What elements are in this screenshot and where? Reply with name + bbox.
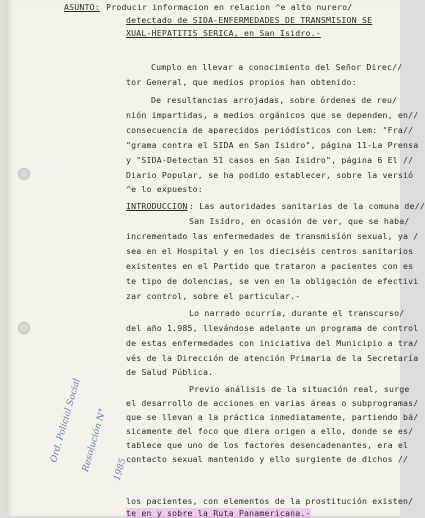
subject-line: XUAL-HEPATITIS SERICA, en San Isidro.-	[126, 28, 321, 38]
paragraph-line: Diario Popular, se ha podido establecer, sobre la versió	[126, 170, 414, 180]
intro-line: existentes en el Partido que trataron a pacientes con es	[126, 261, 414, 271]
paragraph-line: que se llevan a la práctica inmediatamente, partiendo bá/	[126, 412, 419, 422]
paragraph-line: Previo análisis de la situación real, surge	[189, 384, 410, 394]
paragraph-line: "grama contra el SIDA en San Isidro", página 11-La Prensa	[126, 140, 419, 150]
paragraph-line: De resultancias arrojadas, sobre órdenes de reu/	[151, 95, 398, 105]
subject-line: Producir informacion en relacion ^e alto nurero/	[101, 2, 353, 12]
paragraph-line: nión impartidas, a medios orgánicos que se dependen, en//	[126, 110, 419, 120]
paragraph-line: tor General, que medios propios han obtenido:	[126, 77, 357, 87]
paragraph-line: te en y sobre la Ruta Panamericana.-	[126, 508, 311, 518]
paragraph-line: y "SIDA-Detectan 51 casos en San Isidro", página 6 El //	[126, 155, 414, 165]
paragraph-line: consecuencia de aparecidos periódísticos con Lem: "Fra//	[126, 125, 414, 135]
margin-note-line: Ord. Policial Social	[49, 377, 83, 464]
intro-line: zar control, sobre el particular.-	[126, 291, 301, 301]
paragraph-line: tablece que uno de los factores desencadenantes, era el	[126, 440, 409, 450]
paragraph-line: contacto sexual mantenido y ello surgiente de dichos //	[126, 454, 409, 464]
paragraph-line: ^e lo expuesto:	[126, 184, 203, 194]
margin-note-line: Resolución N°	[80, 407, 109, 473]
intro-label: INTRODUCCION	[126, 201, 188, 211]
margin-note-line: 1985	[112, 457, 129, 483]
intro-line: te tipo de dolencias, se ven en la obligación de efectivi	[126, 276, 419, 286]
paragraph-line: vés de la Dirección de atención Primaria de la Secretaría	[126, 353, 419, 363]
intro-line: incrementado las enfermedades de transmisión sexual, ya /	[126, 231, 419, 241]
paragraph-line: los pacientes, con elementos de la prostitución existen/	[126, 496, 414, 506]
paragraph-line: de Salud Pública.	[126, 367, 214, 377]
paragraph-line: Cumplo en llevar a conocimiento del Señor Direc//	[151, 62, 403, 72]
intro-line: San Isidro, en ocasión de ver, que se haba/	[189, 216, 410, 226]
paragraph-line: de estas enfermedades con iniciativa del Municipio a tra/	[126, 338, 419, 348]
intro-line: sea en el Hospital y en los dieciséis centros sanitarios	[126, 246, 414, 256]
intro-line: : Las autoridades sanitarias de la comuna de//	[189, 201, 425, 211]
paragraph-line: el desarrollo de acciones en varias áreas o subprogramas/	[126, 398, 419, 408]
subject-label: ASUNTO:	[64, 2, 100, 12]
subject-line: detectado de SIDA-ENFERMEDADES DE TRANSMISION SE	[126, 15, 373, 25]
paragraph-line: Lo narrado ocurría, durante el transcurso/	[189, 308, 405, 318]
paragraph-line: sicamente del foco que diera origen a ello, donde se es/	[126, 426, 414, 436]
paragraph-line: del año 1.985, llevándose adelante un programa de control	[126, 323, 419, 333]
